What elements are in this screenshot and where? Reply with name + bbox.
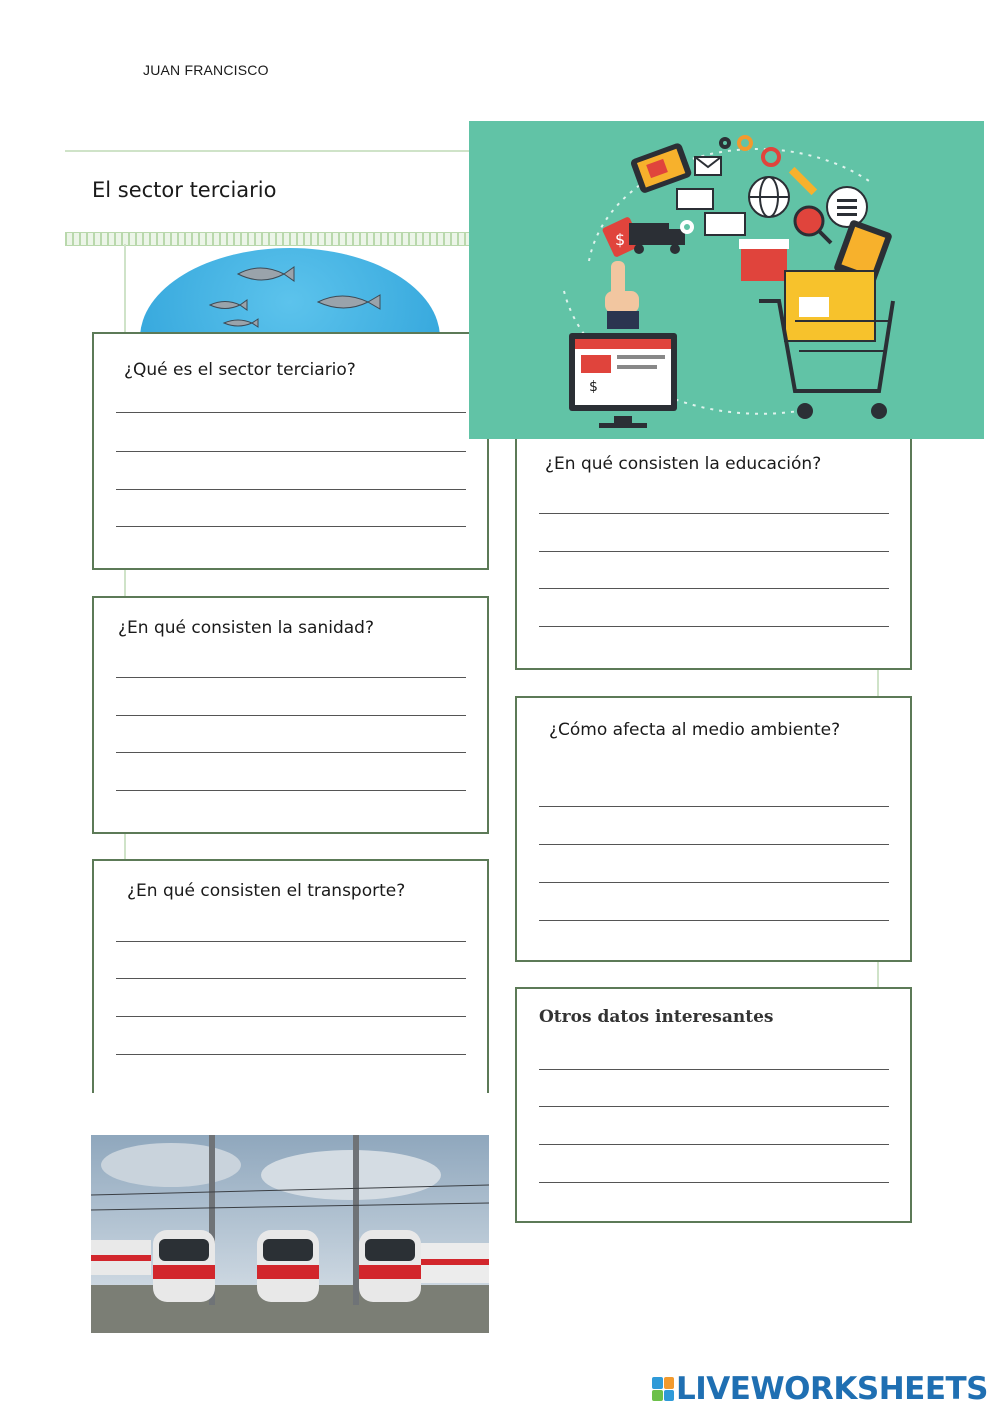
answer-line[interactable] <box>539 1144 889 1145</box>
answer-line[interactable] <box>539 626 889 627</box>
answer-line[interactable] <box>539 1069 889 1070</box>
pencil-icon <box>789 167 817 195</box>
answer-line[interactable] <box>116 715 466 716</box>
question-box-6 <box>515 987 912 1223</box>
answer-line[interactable] <box>116 978 466 979</box>
question-box-3 <box>92 596 489 834</box>
page-title: El sector terciario <box>92 178 277 202</box>
answer-line[interactable] <box>539 1106 889 1107</box>
answer-line[interactable] <box>539 882 889 883</box>
globe-icon <box>749 177 789 217</box>
connector-line <box>124 832 126 860</box>
answer-line[interactable] <box>539 551 889 552</box>
question-box-5 <box>92 859 489 1093</box>
store-icon <box>739 239 789 281</box>
magnifier-icon <box>795 207 831 243</box>
answer-line[interactable] <box>539 588 889 589</box>
pointing-hand-icon <box>605 261 639 329</box>
question-box-4 <box>515 696 912 962</box>
question-label: Otros datos interesantes <box>539 1007 774 1027</box>
answer-line[interactable] <box>116 451 466 452</box>
fish-pond-image <box>140 248 440 334</box>
answer-line[interactable] <box>539 844 889 845</box>
question-label: ¿Cómo afecta al medio ambiente? <box>549 720 841 740</box>
question-label: ¿En qué consisten la sanidad? <box>118 618 374 638</box>
computer-monitor-icon <box>569 333 677 428</box>
question-box-1 <box>92 332 489 570</box>
question-label: ¿Qué es el sector terciario? <box>124 360 356 380</box>
brand-name: LIVEWORKSHEETS <box>676 1371 988 1407</box>
answer-line[interactable] <box>116 941 466 942</box>
answer-line[interactable] <box>539 513 889 514</box>
answer-line[interactable] <box>539 920 889 921</box>
liveworksheets-logo <box>652 1371 988 1407</box>
truck-icon <box>629 223 685 254</box>
question-box-2 <box>515 420 912 670</box>
question-label: ¿En qué consisten el transporte? <box>127 881 406 901</box>
commerce-illustration <box>469 121 984 439</box>
question-label: ¿En qué consisten la educación? <box>545 454 822 474</box>
chat-bubble-icon <box>827 187 867 227</box>
answer-line[interactable] <box>116 677 466 678</box>
answer-line[interactable] <box>539 806 889 807</box>
connector-line <box>124 244 126 334</box>
student-name: JUAN FRANCISCO <box>143 62 269 78</box>
smartphone-icon <box>630 142 693 194</box>
answer-line[interactable] <box>539 1182 889 1183</box>
envelope-icon <box>695 157 721 175</box>
shopping-cart-icon <box>759 271 893 419</box>
svg-text:$: $ <box>589 379 598 395</box>
connector-line <box>877 668 879 696</box>
answer-line[interactable] <box>116 489 466 490</box>
brand-logo-icon <box>652 1377 674 1401</box>
card-icon <box>677 189 713 209</box>
answer-line[interactable] <box>116 752 466 753</box>
trains-photo <box>91 1135 489 1333</box>
fish-icon <box>140 248 440 334</box>
answer-line[interactable] <box>116 526 466 527</box>
answer-line[interactable] <box>116 1016 466 1017</box>
answer-line[interactable] <box>116 1054 466 1055</box>
header-divider <box>65 150 475 152</box>
credit-card-icon <box>705 213 745 235</box>
answer-line[interactable] <box>116 790 466 791</box>
connector-line <box>877 960 879 988</box>
svg-text:$: $ <box>615 230 626 249</box>
connector-line <box>124 569 126 597</box>
answer-line[interactable] <box>116 412 466 413</box>
